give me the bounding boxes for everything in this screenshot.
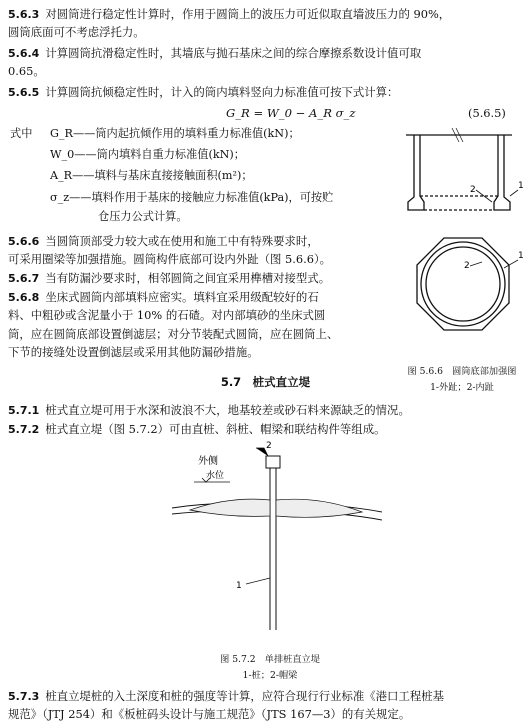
figure-5-7-2-caption: 图 5.7.2 单排桩直立堤 xyxy=(220,654,320,665)
figure-5-6-6-legend: 1-外趾；2-内趾 xyxy=(430,382,494,393)
para-5-6-4-line2: 0.65。 xyxy=(8,64,45,78)
figure-5-6-6 xyxy=(392,110,531,360)
def-w0: W_0——筒内填料自重力标准值(kN)； xyxy=(50,148,245,161)
label-1: 1 xyxy=(236,581,242,591)
clause-number: 5.6.7 xyxy=(8,272,40,285)
equation-number: (5.6.5) xyxy=(468,106,506,120)
label-2-elevation: 2 xyxy=(470,185,476,195)
clause-number: 5.7.2 xyxy=(8,423,40,436)
clause-number: 5.6.4 xyxy=(8,47,40,60)
pile-leader xyxy=(246,578,270,584)
figure-5-7-2-legend: 1-桩；2-帽梁 xyxy=(242,670,298,681)
cap-beam xyxy=(266,456,280,468)
section-title-5-7: 5.7 桩式直立堤 xyxy=(220,375,311,389)
pile xyxy=(270,468,276,630)
def-ar: A_R——填料与基床直接接触面积(m²)； xyxy=(50,169,253,182)
para-5-6-3-line2: 圆筒底面可不考虑浮托力。 xyxy=(8,25,145,39)
label-2-plan: 2 xyxy=(464,261,470,271)
para-5-7-2: 5.7.2 桩式直立堤（图 5.7.2）可由直桩、斜桩、帽梁和联结构件等组成。 xyxy=(8,422,386,436)
clause-number: 5.7.3 xyxy=(8,690,40,703)
para-5-6-4-line1: 5.6.4 计算圆筒抗滑稳定性时，其墙底与抛石基床之间的综合摩擦系数设计值可取 xyxy=(8,46,422,60)
outer-side-label: 外侧 xyxy=(198,456,218,467)
para-5-6-7-line1: 5.6.7 当有防漏沙要求时，相邻圆筒之间宜采用榫槽对接型式。 xyxy=(8,271,331,285)
para-5-6-6-line1: 5.6.6 当圆筒顶部受力较大或在使用和施工中有特殊要求时， xyxy=(8,234,319,248)
para-5-6-8-line2: 料、中粗砂或含泥量小于 10% 的石碴。对内部填砂的坐床式圆 xyxy=(8,308,326,322)
figure-5-7-2 xyxy=(150,440,450,640)
clause-number: 5.6.5 xyxy=(8,86,40,99)
def-sigma-cont: 仓压力公式计算。 xyxy=(98,210,188,223)
para-5-7-3-line2: 规范》（JTJ 254）和《板桩码头设计与施工规范》（JTS 167—3）的有关规定。 xyxy=(8,707,411,721)
para-5-6-3-line1: 5.6.3 对圆筒进行稳定性计算时，作用于圆筒上的波压力可近似取直墙波压力的 90%， xyxy=(8,7,451,21)
label-1-elevation: 1 xyxy=(518,181,524,191)
para-5-6-8-line3: 筒，应在圆筒底部设置倒滤层；对分节装配式圆筒，应在圆筒上、 xyxy=(8,327,339,341)
clause-number: 5.6.3 xyxy=(8,8,40,21)
clause-number: 5.6.6 xyxy=(8,235,40,248)
clause-number: 5.6.8 xyxy=(8,291,40,304)
rubble-mound xyxy=(190,499,362,517)
def-sigma: σ_z——填料作用于基床的接触应力标准值(kPa)，可按贮 xyxy=(50,191,334,204)
equation-5-6-5: G_R = W_0 − A_R σ_z xyxy=(226,106,356,120)
cylinder-elevation xyxy=(406,135,512,210)
figure-5-6-6-caption: 图 5.6.6 圆筒底部加强图 xyxy=(407,366,517,377)
para-5-6-8-line1: 5.6.8 坐床式圆筒内部填料应密实。填料宜采用级配较好的石 xyxy=(8,290,319,304)
para-5-6-5-line1: 5.6.5 计算圆筒抗倾稳定性时，计入的筒内填料竖向力标准值可按下式计算： xyxy=(8,85,399,99)
para-5-7-1: 5.7.1 桩式直立堤可用于水深和波浪不大，地基较差或砂石料来源缺乏的情况。 xyxy=(8,403,410,417)
label-2: 2 xyxy=(266,441,272,451)
clause-number: 5.7.1 xyxy=(8,404,40,417)
where-label: 式中 xyxy=(10,127,33,140)
cylinder-plan xyxy=(417,238,509,330)
para-5-6-8-line4: 下节的接缝处设置倒滤层或采用其他防漏砂措施。 xyxy=(8,345,259,359)
water-level-label: 水位 xyxy=(206,471,225,481)
def-gr: G_R——筒内起抗倾作用的填料重力标准值(kN)； xyxy=(50,127,300,140)
para-5-7-3-line1: 5.7.3 桩直立堤桩的入土深度和桩的强度等计算，应符合现行行业标准《港口工程桩基 xyxy=(8,689,445,703)
label-1-plan: 1 xyxy=(518,251,524,261)
para-5-6-6-line2: 可采用圈梁等加强措施。圆筒构件底部可设内外趾（图 5.6.6）。 xyxy=(8,252,332,266)
